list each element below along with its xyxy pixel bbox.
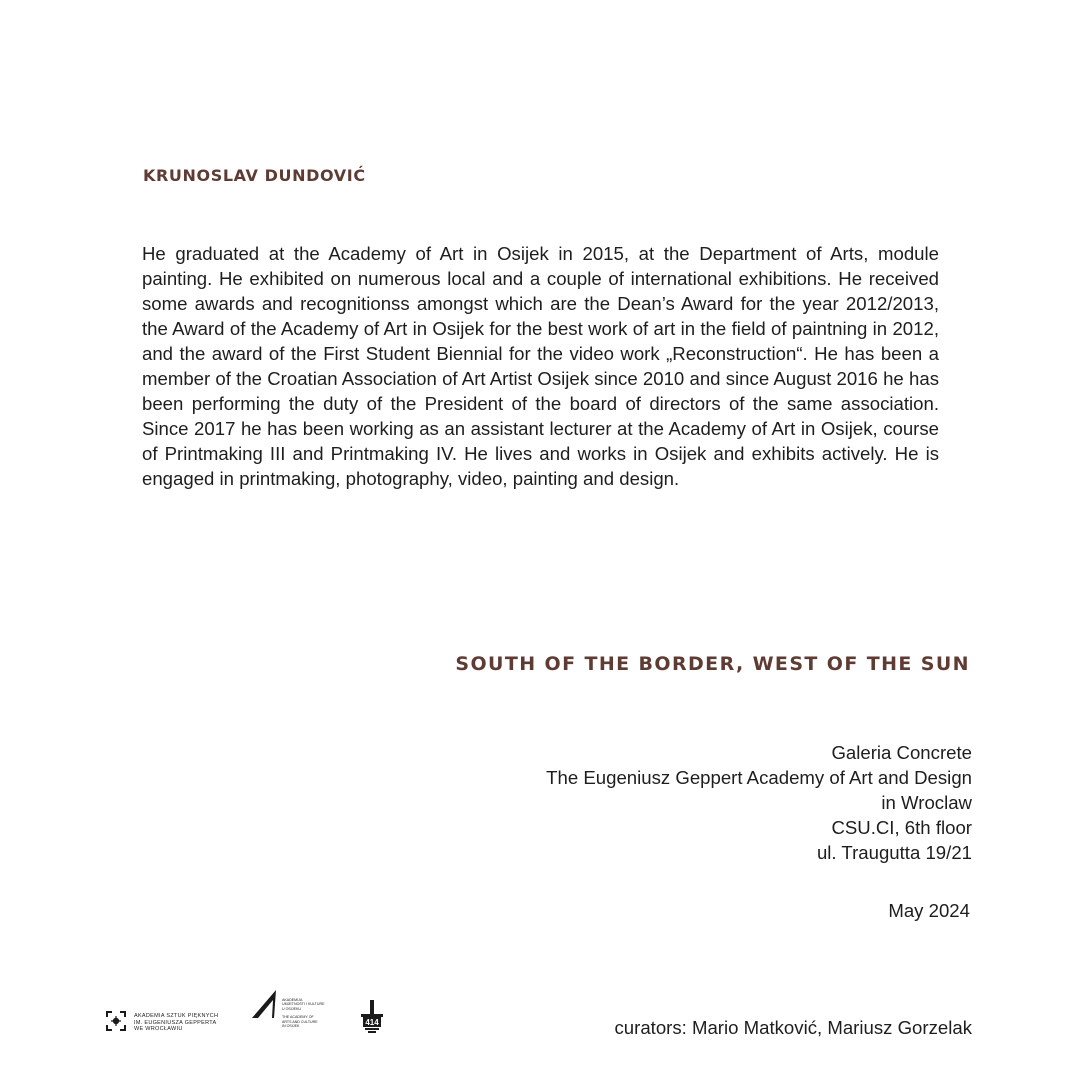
gallery-414-logo (356, 998, 388, 1038)
venue-line-floor: CSU.CI, 6th floor (831, 817, 972, 838)
artist-name: KRUNOSLAV DUNDOVIĆ (143, 166, 366, 185)
venue-line-street: ul. Traugutta 19/21 (816, 842, 972, 863)
academy-a-logo-icon (250, 988, 280, 1024)
asp-wroclaw-logo (104, 1009, 218, 1037)
exhibition-date: May 2024 (888, 900, 970, 921)
venue-line-city: in Wroclaw (881, 792, 972, 813)
asp-wroclaw-logo-text: AKADEMIA SZTUK PIĘKNYCH IM. EUGENIUSZA GEPPERTA WE WROCŁAWIU (134, 1013, 219, 1033)
aukos-logo (250, 988, 324, 1028)
venue-address (546, 740, 972, 865)
venue-line-gallery: Galeria Concrete (831, 742, 972, 763)
venue-line-academy: The Eugeniusz Geppert Academy of Art and Design (546, 767, 972, 788)
gallery-414-icon (356, 1019, 388, 1038)
artist-biography: He graduated at the Academy of Art in Osijek in 2015, at the Department of Arts, module painting. He exhibited on numerous local and a couple of international exhibitions. He received some awards and recognitionss amongst which are the Dean’s Award for the year 2012/2013, the Award of the Academy of Art in Osijek for the best work of art in the field of paintning in 2012, and the award of the First Student Biennial for the video work „Reconstruction“. He has been a member of the Croatian Association of Art Artist Osijek since 2010 and since August 2016 he has been performing the duty of the President of the board of directors of the same association. Since 2017 he has been working as an assistant lecturer at the Academy of Art in Osijek, course of Printmaking III and Printmaking IV. He lives and works in Osijek and exhibits actively. He is engaged in printmaking, photography, video, painting and design. (142, 243, 939, 489)
exhibition-title: SOUTH OF THE BORDER, WEST OF THE SUN (455, 653, 970, 675)
aukos-logo-text: AKADEMIJA UMJETNOSTI I KULTURE U OSIJEKU THE ACADEMY OF ARTS AND CULTURE IN OSIJEK (282, 998, 325, 1029)
academy-crest-icon (104, 1009, 128, 1037)
gallery-414-label: 414 (365, 1018, 379, 1027)
curators-credit: curators: Mario Matković, Mariusz Gorzelak (614, 1017, 972, 1038)
